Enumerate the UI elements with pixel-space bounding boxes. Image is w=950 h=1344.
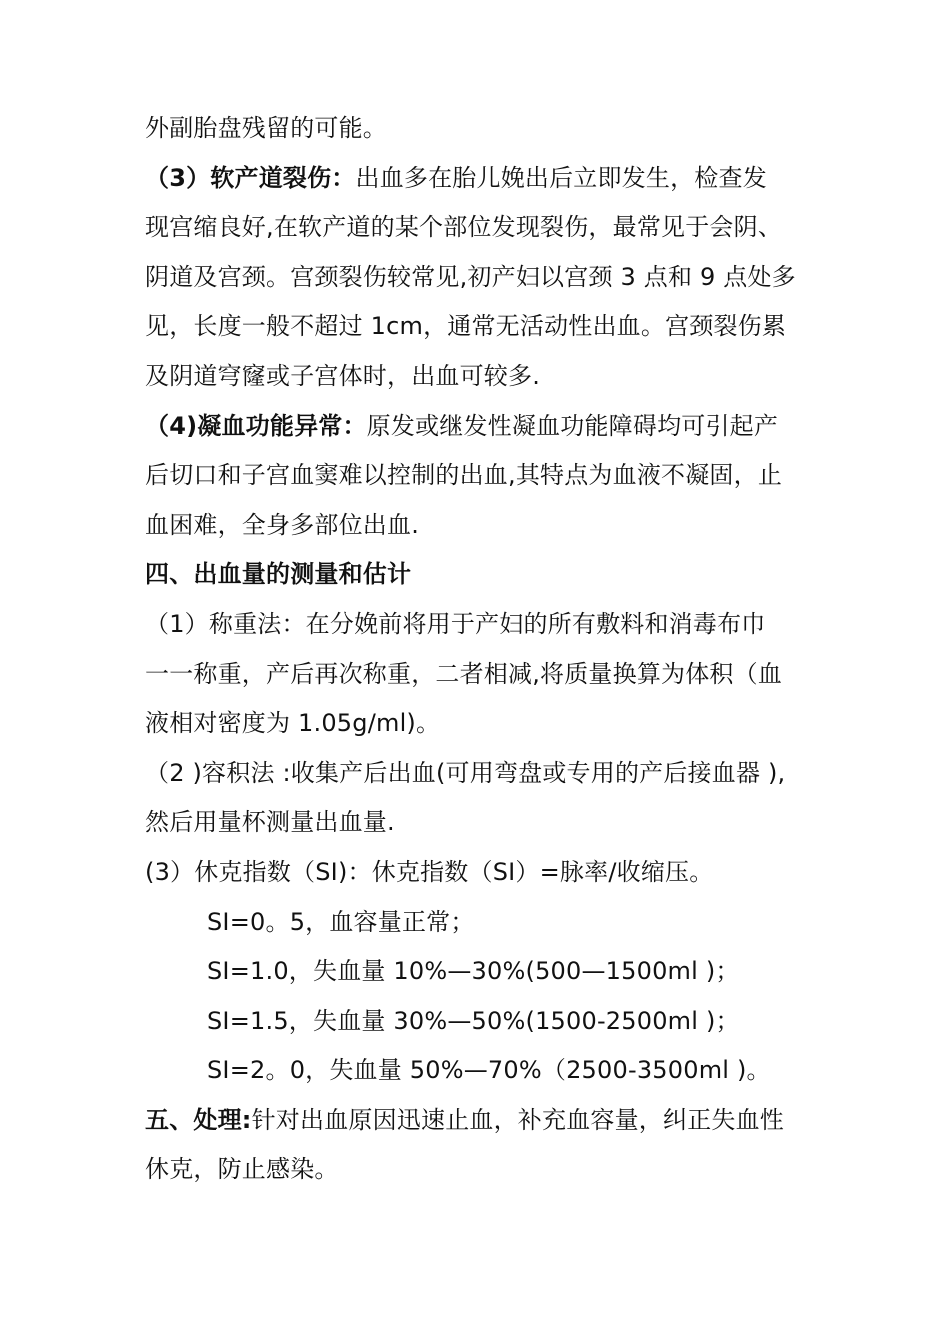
heading-blood-loss-measurement [145,550,811,600]
line-text: 现宫缩良好,在软产道的某个部位发现裂伤，最常见于会阴、 [145,213,783,242]
method-volume [145,749,811,799]
paragraph-line [145,451,811,501]
shock-index-item [145,898,811,948]
shock-index-item [145,1046,811,1096]
section-3-title: （3）软产道裂伤： [145,163,356,192]
line-text: SI=1.5，失血量 30%—50%(1500-2500ml )； [207,1006,740,1035]
line-text: 阴道及宫颈。宫颈裂伤较常见,初产妇以宫颈 3 点和 9 点处多 [145,262,796,291]
paragraph-line [145,699,811,749]
line-text: 外副胎盘残留的可能。 [145,114,387,142]
paragraph-line [145,798,811,848]
method-shock-index [145,848,811,898]
line-text: 血困难，全身多部位出血. [145,510,420,539]
paragraph-line [145,104,811,154]
paragraph-line [145,1145,811,1195]
line-text: SI=0。5，血容量正常； [207,907,475,936]
paragraph-line [145,203,811,253]
line-text: 针对出血原因迅速止血，补充血容量，纠正失血性 [251,1105,785,1134]
line-text: 见，长度一般不超过 1cm，通常无活动性出血。宫颈裂伤累 [145,312,787,341]
line-text: SI=2。0，失血量 50%—70%（2500-3500ml )。 [207,1056,771,1085]
section-4-title: （4)凝血功能异常： [145,411,367,440]
line-text: （2 )容积法 :收集产后出血(可用弯盘或专用的产后接血器 ), [145,758,786,787]
line-text: 液相对密度为 1.05g/ml)。 [145,709,441,738]
shock-index-item [145,947,811,997]
line-text: 然后用量杯测量出血量. [145,808,395,837]
line-text: (3）休克指数（SI)：休克指数（SI）=脉率/收缩压。 [145,857,714,886]
paragraph-line [145,650,811,700]
method-weighing [145,600,811,650]
line-text: 及阴道穹窿或子宫体时，出血可较多. [145,361,541,390]
line-text: 休克，防止感染。 [145,1155,339,1184]
section-5-title: 五、处理: [145,1105,252,1134]
shock-index-item [145,997,811,1047]
paragraph-line [145,352,811,402]
line-text: SI=1.0，失血量 10%—30%(500—1500ml )； [207,957,740,986]
section-3-soft-birth-canal-laceration [145,154,811,204]
heading-text: 四、出血量的测量和估计 [145,560,412,589]
section-4-coagulation-disorder [145,402,811,452]
line-text: 一一称重，产后再次称重，二者相减,将质量换算为体积（血 [145,659,783,688]
line-text: （1）称重法：在分娩前将用于产妇的所有敷料和消毒布巾 [145,609,766,638]
document-body [145,104,811,1195]
paragraph-line [145,501,811,551]
line-text: 出血多在胎儿娩出后立即发生，检查发 [355,163,767,192]
line-text: 后切口和子宫血窦难以控制的出血,其特点为血液不凝固，止 [145,461,783,490]
paragraph-line [145,302,811,352]
paragraph-line [145,253,811,303]
line-text: 原发或继发性凝血功能障碍均可引起产 [366,411,779,440]
section-5-treatment [145,1096,811,1146]
